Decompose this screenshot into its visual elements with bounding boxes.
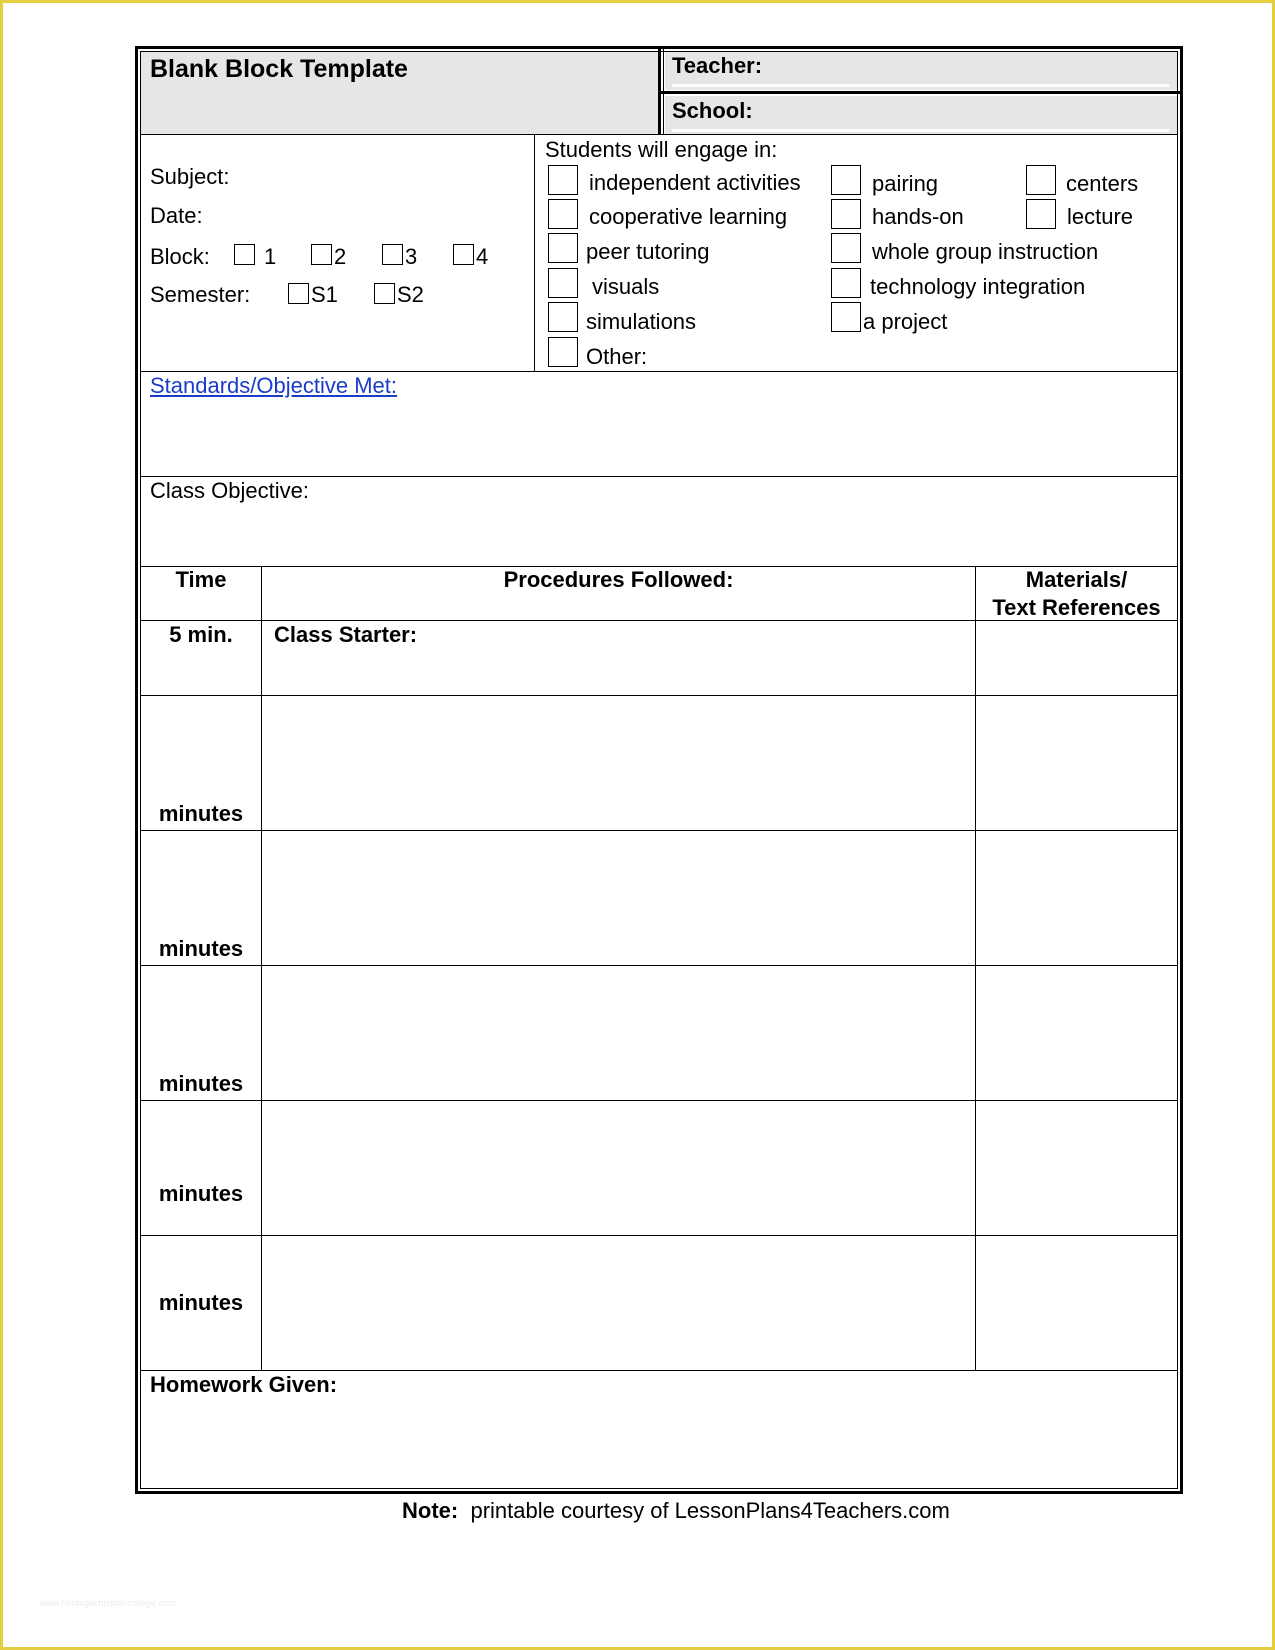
footer-note <box>402 1499 950 1523</box>
cooperative-learning-label: cooperative learning <box>589 204 788 229</box>
row-2-minutes: minutes <box>158 936 244 961</box>
visuals-label: visuals <box>592 274 660 299</box>
semester-s2-label: S2 <box>397 282 424 307</box>
block-1-checkbox[interactable] <box>234 244 255 265</box>
school-label: School: <box>672 98 753 123</box>
subject-label: Subject: <box>150 164 230 189</box>
block-3-checkbox[interactable] <box>382 244 403 265</box>
block-3-label: 3 <box>405 244 418 269</box>
block-2-checkbox[interactable] <box>311 244 332 265</box>
hands-on-checkbox[interactable] <box>831 199 861 229</box>
table-bottom <box>141 1370 1177 1371</box>
teacher-label: Teacher: <box>672 53 763 78</box>
other-checkbox[interactable] <box>548 337 578 367</box>
peer-tutoring-label: peer tutoring <box>586 239 710 264</box>
table-row-line <box>141 830 1177 831</box>
note-text: printable courtesy of LessonPlans4Teachers.com <box>470 1498 950 1523</box>
materials-col-divider <box>975 566 976 1370</box>
row-1-minutes: minutes <box>158 801 244 826</box>
materials-header-line2: Text References <box>992 595 1161 620</box>
semester-s2-checkbox[interactable] <box>374 283 395 304</box>
watermark: www.heritagechristiancollege.com <box>40 1598 176 1608</box>
procedures-header: Procedures Followed: <box>503 567 734 592</box>
block-label: Block: <box>150 244 210 269</box>
row-3-minutes: minutes <box>158 1071 244 1096</box>
starter-time: 5 min. <box>169 622 233 647</box>
teacher-underline <box>672 84 1169 87</box>
homework-label: Homework Given: <box>150 1372 338 1397</box>
engage-heading: Students will engage in: <box>545 137 778 162</box>
standards-bottom <box>141 476 1177 477</box>
info-bottom <box>141 371 1177 372</box>
technology-integration-label: technology integration <box>870 274 1086 299</box>
time-col-divider <box>261 566 262 1370</box>
materials-header-line1: Materials/ <box>1025 567 1128 592</box>
whole-group-instruction-checkbox[interactable] <box>831 233 861 263</box>
header-bottom <box>141 134 1177 135</box>
table-row-line <box>141 1235 1177 1236</box>
block-1-label: 1 <box>264 244 277 269</box>
independent-activities-label: independent activities <box>589 170 801 195</box>
hands-on-label: hands-on <box>872 204 964 229</box>
info-divider <box>534 134 535 371</box>
row-4-minutes: minutes <box>158 1181 244 1206</box>
cooperative-learning-checkbox[interactable] <box>548 199 578 229</box>
semester-s1-checkbox[interactable] <box>288 283 309 304</box>
centers-label: centers <box>1066 171 1139 196</box>
simulations-label: simulations <box>586 309 697 334</box>
a-project-checkbox[interactable] <box>831 302 861 332</box>
other-label: Other: <box>586 344 648 369</box>
form-title: Blank Block Template <box>150 55 408 83</box>
pairing-checkbox[interactable] <box>831 165 861 195</box>
note-label: Note: <box>402 1498 459 1523</box>
block-4-checkbox[interactable] <box>453 244 474 265</box>
pairing-label: pairing <box>872 171 939 196</box>
a-project-label: a project <box>863 309 948 334</box>
peer-tutoring-checkbox[interactable] <box>548 233 578 263</box>
date-label: Date: <box>150 203 203 228</box>
time-header: Time <box>175 567 227 592</box>
lecture-label: lecture <box>1067 204 1134 229</box>
independent-activities-checkbox[interactable] <box>548 165 578 195</box>
row-5-minutes: minutes <box>158 1290 244 1315</box>
lecture-checkbox[interactable] <box>1026 199 1056 229</box>
class-objective-label: Class Objective: <box>150 478 309 503</box>
table-row-line <box>141 695 1177 696</box>
school-underline <box>672 129 1169 132</box>
simulations-checkbox[interactable] <box>548 302 578 332</box>
standards-link[interactable]: Standards/Objective Met: <box>150 373 398 398</box>
technology-integration-checkbox[interactable] <box>831 268 861 298</box>
block-4-label: 4 <box>476 244 489 269</box>
block-2-label: 2 <box>334 244 347 269</box>
semester-s1-label: S1 <box>311 282 338 307</box>
table-header-bottom <box>141 620 1177 621</box>
centers-checkbox[interactable] <box>1026 165 1056 195</box>
table-row-line <box>141 965 1177 966</box>
semester-label: Semester: <box>150 282 251 307</box>
teacher-school-divider <box>661 91 1181 94</box>
visuals-checkbox[interactable] <box>548 268 578 298</box>
table-row-line <box>141 1100 1177 1101</box>
whole-group-instruction-label: whole group instruction <box>872 239 1099 264</box>
form-frame-inner <box>140 51 1178 1489</box>
class-starter-label: Class Starter: <box>274 622 418 647</box>
